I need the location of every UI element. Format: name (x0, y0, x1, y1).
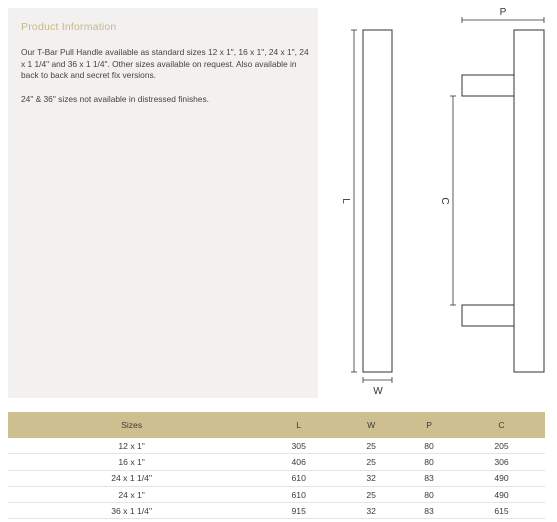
table-row (8, 454, 545, 470)
cell-l: 406 (255, 454, 342, 470)
width-label: W (373, 386, 383, 397)
cell-size: 24 x 1" (8, 486, 255, 502)
cell-p: 83 (400, 503, 458, 519)
table-row (8, 503, 545, 519)
cell-p: 83 (400, 470, 458, 486)
table-row (8, 438, 545, 454)
product-info-paragraph: 24" & 36" sizes not available in distressed finishes. (21, 93, 209, 104)
lower-leg (462, 305, 514, 326)
header-sizes: Sizes (8, 412, 255, 438)
header-c: C (458, 412, 545, 438)
centres-label: C (439, 197, 450, 205)
table-row (8, 486, 545, 502)
cell-w: 32 (342, 503, 400, 519)
product-info-panel (8, 8, 318, 398)
length-label: L (340, 198, 351, 204)
width-dimension (363, 377, 392, 383)
cell-w: 32 (342, 470, 400, 486)
cell-c: 490 (458, 486, 545, 502)
header-p: P (400, 412, 458, 438)
table-row (8, 470, 545, 486)
cell-size: 24 x 1 1/4" (8, 470, 255, 486)
cell-size: 12 x 1" (8, 438, 255, 454)
cell-l: 305 (255, 438, 342, 454)
cell-l: 915 (255, 503, 342, 519)
cell-w: 25 (342, 454, 400, 470)
cell-c: 306 (458, 454, 545, 470)
cell-p: 80 (400, 454, 458, 470)
cell-c: 205 (458, 438, 545, 454)
product-info-body (21, 47, 313, 117)
cell-w: 25 (342, 438, 400, 454)
cell-p: 80 (400, 438, 458, 454)
product-info-paragraph: Our T-Bar Pull Handle available as standard sizes 12 x 1", 16 x 1", 24 x 1", 24 x 1 1/4" and 36 x 1 1/4". Other sizes available on request. Also available in back to back and secret fix versions. (21, 47, 309, 81)
upper-leg (462, 75, 514, 96)
table-header-row (8, 412, 545, 438)
product-info-title: Product Information (21, 21, 117, 33)
header-w: W (342, 412, 400, 438)
sizes-table (8, 412, 545, 519)
handle-dimension-diagram (330, 0, 557, 400)
projection-label: P (499, 7, 507, 18)
cell-c: 615 (458, 503, 545, 519)
cell-size: 16 x 1" (8, 454, 255, 470)
cell-c: 490 (458, 470, 545, 486)
cell-l: 610 (255, 486, 342, 502)
front-view-bar (363, 30, 392, 372)
cell-l: 610 (255, 470, 342, 486)
header-l: L (255, 412, 342, 438)
cell-size: 36 x 1 1/4" (8, 503, 255, 519)
side-view-bar (514, 30, 544, 372)
cell-w: 25 (342, 486, 400, 502)
cell-p: 80 (400, 486, 458, 502)
